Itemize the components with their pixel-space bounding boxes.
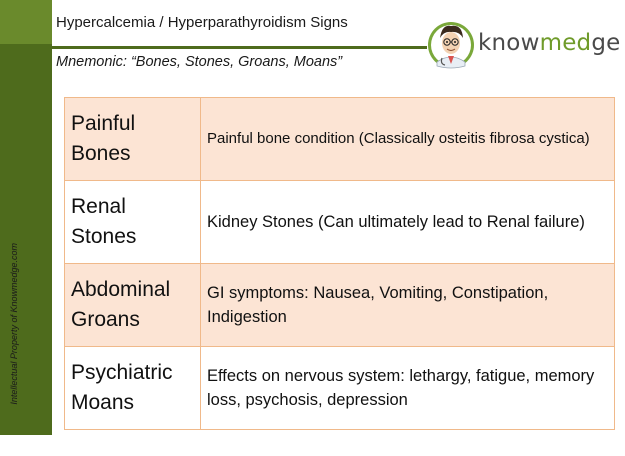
term-cell: Painful Bones	[65, 98, 201, 181]
copyright-credit: Intellectual Property of Knowmedge.com	[9, 243, 19, 405]
doctor-mascot-icon	[426, 18, 476, 70]
term-cell: Psychiatric Moans	[65, 347, 201, 430]
table-row	[65, 347, 615, 430]
description-cell: Effects on nervous system: lethargy, fatigue, memory loss, psychosis, depression	[201, 347, 615, 430]
term-cell: Abdominal Groans	[65, 264, 201, 347]
table-row	[65, 264, 615, 347]
signs-table	[64, 97, 615, 430]
table-row	[65, 98, 615, 181]
description-cell: GI symptoms: Nausea, Vomiting, Constipation, Indigestion	[201, 264, 615, 347]
logo-wordmark: knowmedge	[478, 30, 621, 56]
sidebar-top-strip	[0, 0, 52, 44]
page-title: Hypercalcemia / Hyperparathyroidism Signs	[56, 14, 348, 31]
left-sidebar	[0, 0, 52, 435]
knowmedge-logo	[426, 18, 621, 70]
table-row	[65, 181, 615, 264]
title-divider	[52, 46, 427, 49]
mnemonic-subtitle: Mnemonic: “Bones, Stones, Groans, Moans”	[56, 54, 343, 70]
term-cell: Renal Stones	[65, 181, 201, 264]
description-cell: Kidney Stones (Can ultimately lead to Renal failure)	[201, 181, 615, 264]
description-cell: Painful bone condition (Classically osteitis fibrosa cystica)	[201, 98, 615, 181]
